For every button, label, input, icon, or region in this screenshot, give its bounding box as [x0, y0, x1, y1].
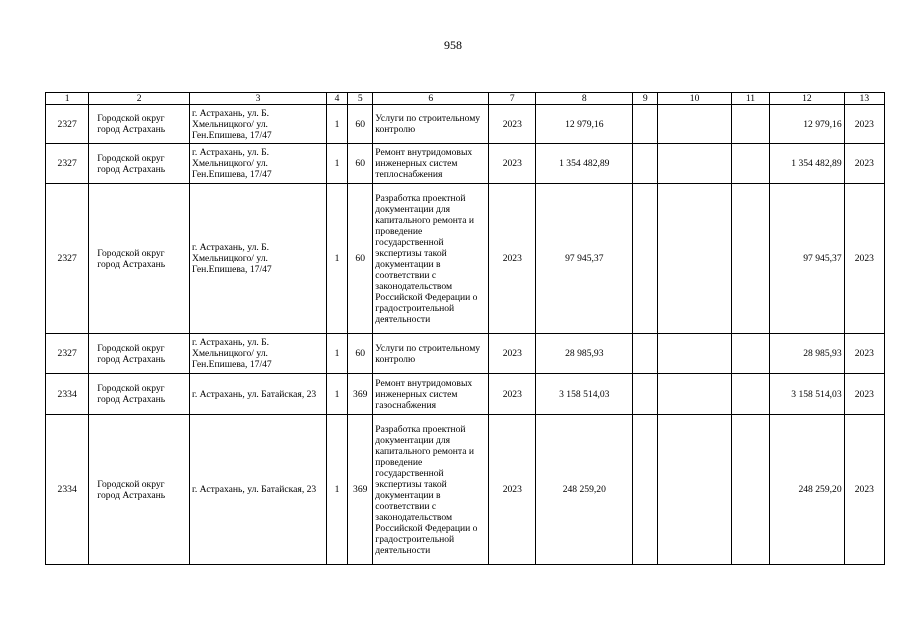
address-cell: г. Астрахань, ул. Б. Хмельницкого/ ул. Ген.Епишева, 17/47 [190, 144, 327, 184]
year-cell: 2023 [489, 415, 536, 565]
table-row [46, 105, 885, 144]
year-cell: 2023 [489, 105, 536, 144]
col13-year-cell: 2023 [844, 144, 884, 184]
municipality-cell: Городской округ город Астрахань [89, 374, 190, 415]
sum-cell: 12 979,16 [536, 105, 633, 144]
col5-cell: 369 [348, 374, 373, 415]
col9-cell [633, 105, 658, 144]
column-header: 4 [326, 93, 347, 105]
col10-cell [658, 374, 732, 415]
page-number: 958 [444, 38, 462, 52]
column-header: 10 [658, 93, 732, 105]
col11-cell [731, 105, 769, 144]
work-type-cell: Ремонт внутридомовых инженерных систем газоснабжения [373, 374, 489, 415]
col13-year-cell: 2023 [844, 105, 884, 144]
col10-cell [658, 184, 732, 334]
column-header: 5 [348, 93, 373, 105]
address-cell: г. Астрахань, ул. Б. Хмельницкого/ ул. Ген.Епишева, 17/47 [190, 184, 327, 334]
municipality-cell: Городской округ город Астрахань [89, 144, 190, 184]
address-cell: г. Астрахань, ул. Батайская, 23 [190, 415, 327, 565]
column-header: 7 [489, 93, 536, 105]
col9-cell [633, 144, 658, 184]
work-type-cell: Разработка проектной документации для капитального ремонта и проведение государственной экспертизы такой документации в соответствии с законодательством Российской Федерации о градостроительной деятельности [373, 184, 489, 334]
table-row [46, 415, 885, 565]
col9-cell [633, 374, 658, 415]
col4-cell: 1 [326, 105, 347, 144]
work-type-cell: Услуги по строительному контролю [373, 105, 489, 144]
municipality-cell: Городской округ город Астрахань [89, 105, 190, 144]
col13-year-cell: 2023 [844, 184, 884, 334]
row-number: 2327 [46, 184, 89, 334]
col4-cell: 1 [326, 144, 347, 184]
column-header: 8 [536, 93, 633, 105]
col9-cell [633, 184, 658, 334]
col10-cell [658, 334, 732, 374]
col12-sum-cell: 1 354 482,89 [770, 144, 845, 184]
col4-cell: 1 [326, 415, 347, 565]
col10-cell [658, 105, 732, 144]
col12-sum-cell: 248 259,20 [770, 415, 845, 565]
col13-year-cell: 2023 [844, 334, 884, 374]
column-header: 13 [844, 93, 884, 105]
sum-cell: 1 354 482,89 [536, 144, 633, 184]
work-type-cell: Ремонт внутридомовых инженерных систем теплоснабжения [373, 144, 489, 184]
row-number: 2327 [46, 144, 89, 184]
col11-cell [731, 374, 769, 415]
municipality-cell: Городской округ город Астрахань [89, 415, 190, 565]
column-header: 2 [89, 93, 190, 105]
col5-cell: 60 [348, 334, 373, 374]
municipality-cell: Городской округ город Астрахань [89, 334, 190, 374]
col12-sum-cell: 12 979,16 [770, 105, 845, 144]
col12-sum-cell: 97 945,37 [770, 184, 845, 334]
sum-cell: 248 259,20 [536, 415, 633, 565]
col10-cell [658, 144, 732, 184]
row-number: 2334 [46, 374, 89, 415]
col13-year-cell: 2023 [844, 374, 884, 415]
table-row [46, 334, 885, 374]
year-cell: 2023 [489, 334, 536, 374]
address-cell: г. Астрахань, ул. Батайская, 23 [190, 374, 327, 415]
col9-cell [633, 415, 658, 565]
col12-sum-cell: 28 985,93 [770, 334, 845, 374]
address-cell: г. Астрахань, ул. Б. Хмельницкого/ ул. Ген.Епишева, 17/47 [190, 105, 327, 144]
column-number-row [46, 93, 885, 105]
row-number: 2327 [46, 105, 89, 144]
col12-sum-cell: 3 158 514,03 [770, 374, 845, 415]
col11-cell [731, 144, 769, 184]
col4-cell: 1 [326, 334, 347, 374]
address-cell: г. Астрахань, ул. Б. Хмельницкого/ ул. Ген.Епишева, 17/47 [190, 334, 327, 374]
row-number: 2327 [46, 334, 89, 374]
col4-cell: 1 [326, 184, 347, 334]
col10-cell [658, 415, 732, 565]
table-row [46, 374, 885, 415]
column-header: 11 [731, 93, 769, 105]
municipality-cell: Городской округ город Астрахань [89, 184, 190, 334]
column-header: 12 [770, 93, 845, 105]
work-type-cell: Услуги по строительному контролю [373, 334, 489, 374]
col11-cell [731, 334, 769, 374]
sum-cell: 3 158 514,03 [536, 374, 633, 415]
col5-cell: 60 [348, 105, 373, 144]
table-row [46, 144, 885, 184]
col5-cell: 60 [348, 184, 373, 334]
column-header: 3 [190, 93, 327, 105]
year-cell: 2023 [489, 144, 536, 184]
work-type-cell: Разработка проектной документации для капитального ремонта и проведение государственной экспертизы такой документации в соответствии с законодательством Российской Федерации о градостроительной деятельности [373, 415, 489, 565]
table-row [46, 184, 885, 334]
col4-cell: 1 [326, 374, 347, 415]
column-header: 1 [46, 93, 89, 105]
year-cell: 2023 [489, 374, 536, 415]
col5-cell: 369 [348, 415, 373, 565]
sum-cell: 97 945,37 [536, 184, 633, 334]
year-cell: 2023 [489, 184, 536, 334]
registry-table [45, 92, 885, 565]
col11-cell [731, 415, 769, 565]
col11-cell [731, 184, 769, 334]
col9-cell [633, 334, 658, 374]
column-header: 9 [633, 93, 658, 105]
col13-year-cell: 2023 [844, 415, 884, 565]
row-number: 2334 [46, 415, 89, 565]
sum-cell: 28 985,93 [536, 334, 633, 374]
column-header: 6 [373, 93, 489, 105]
col5-cell: 60 [348, 144, 373, 184]
